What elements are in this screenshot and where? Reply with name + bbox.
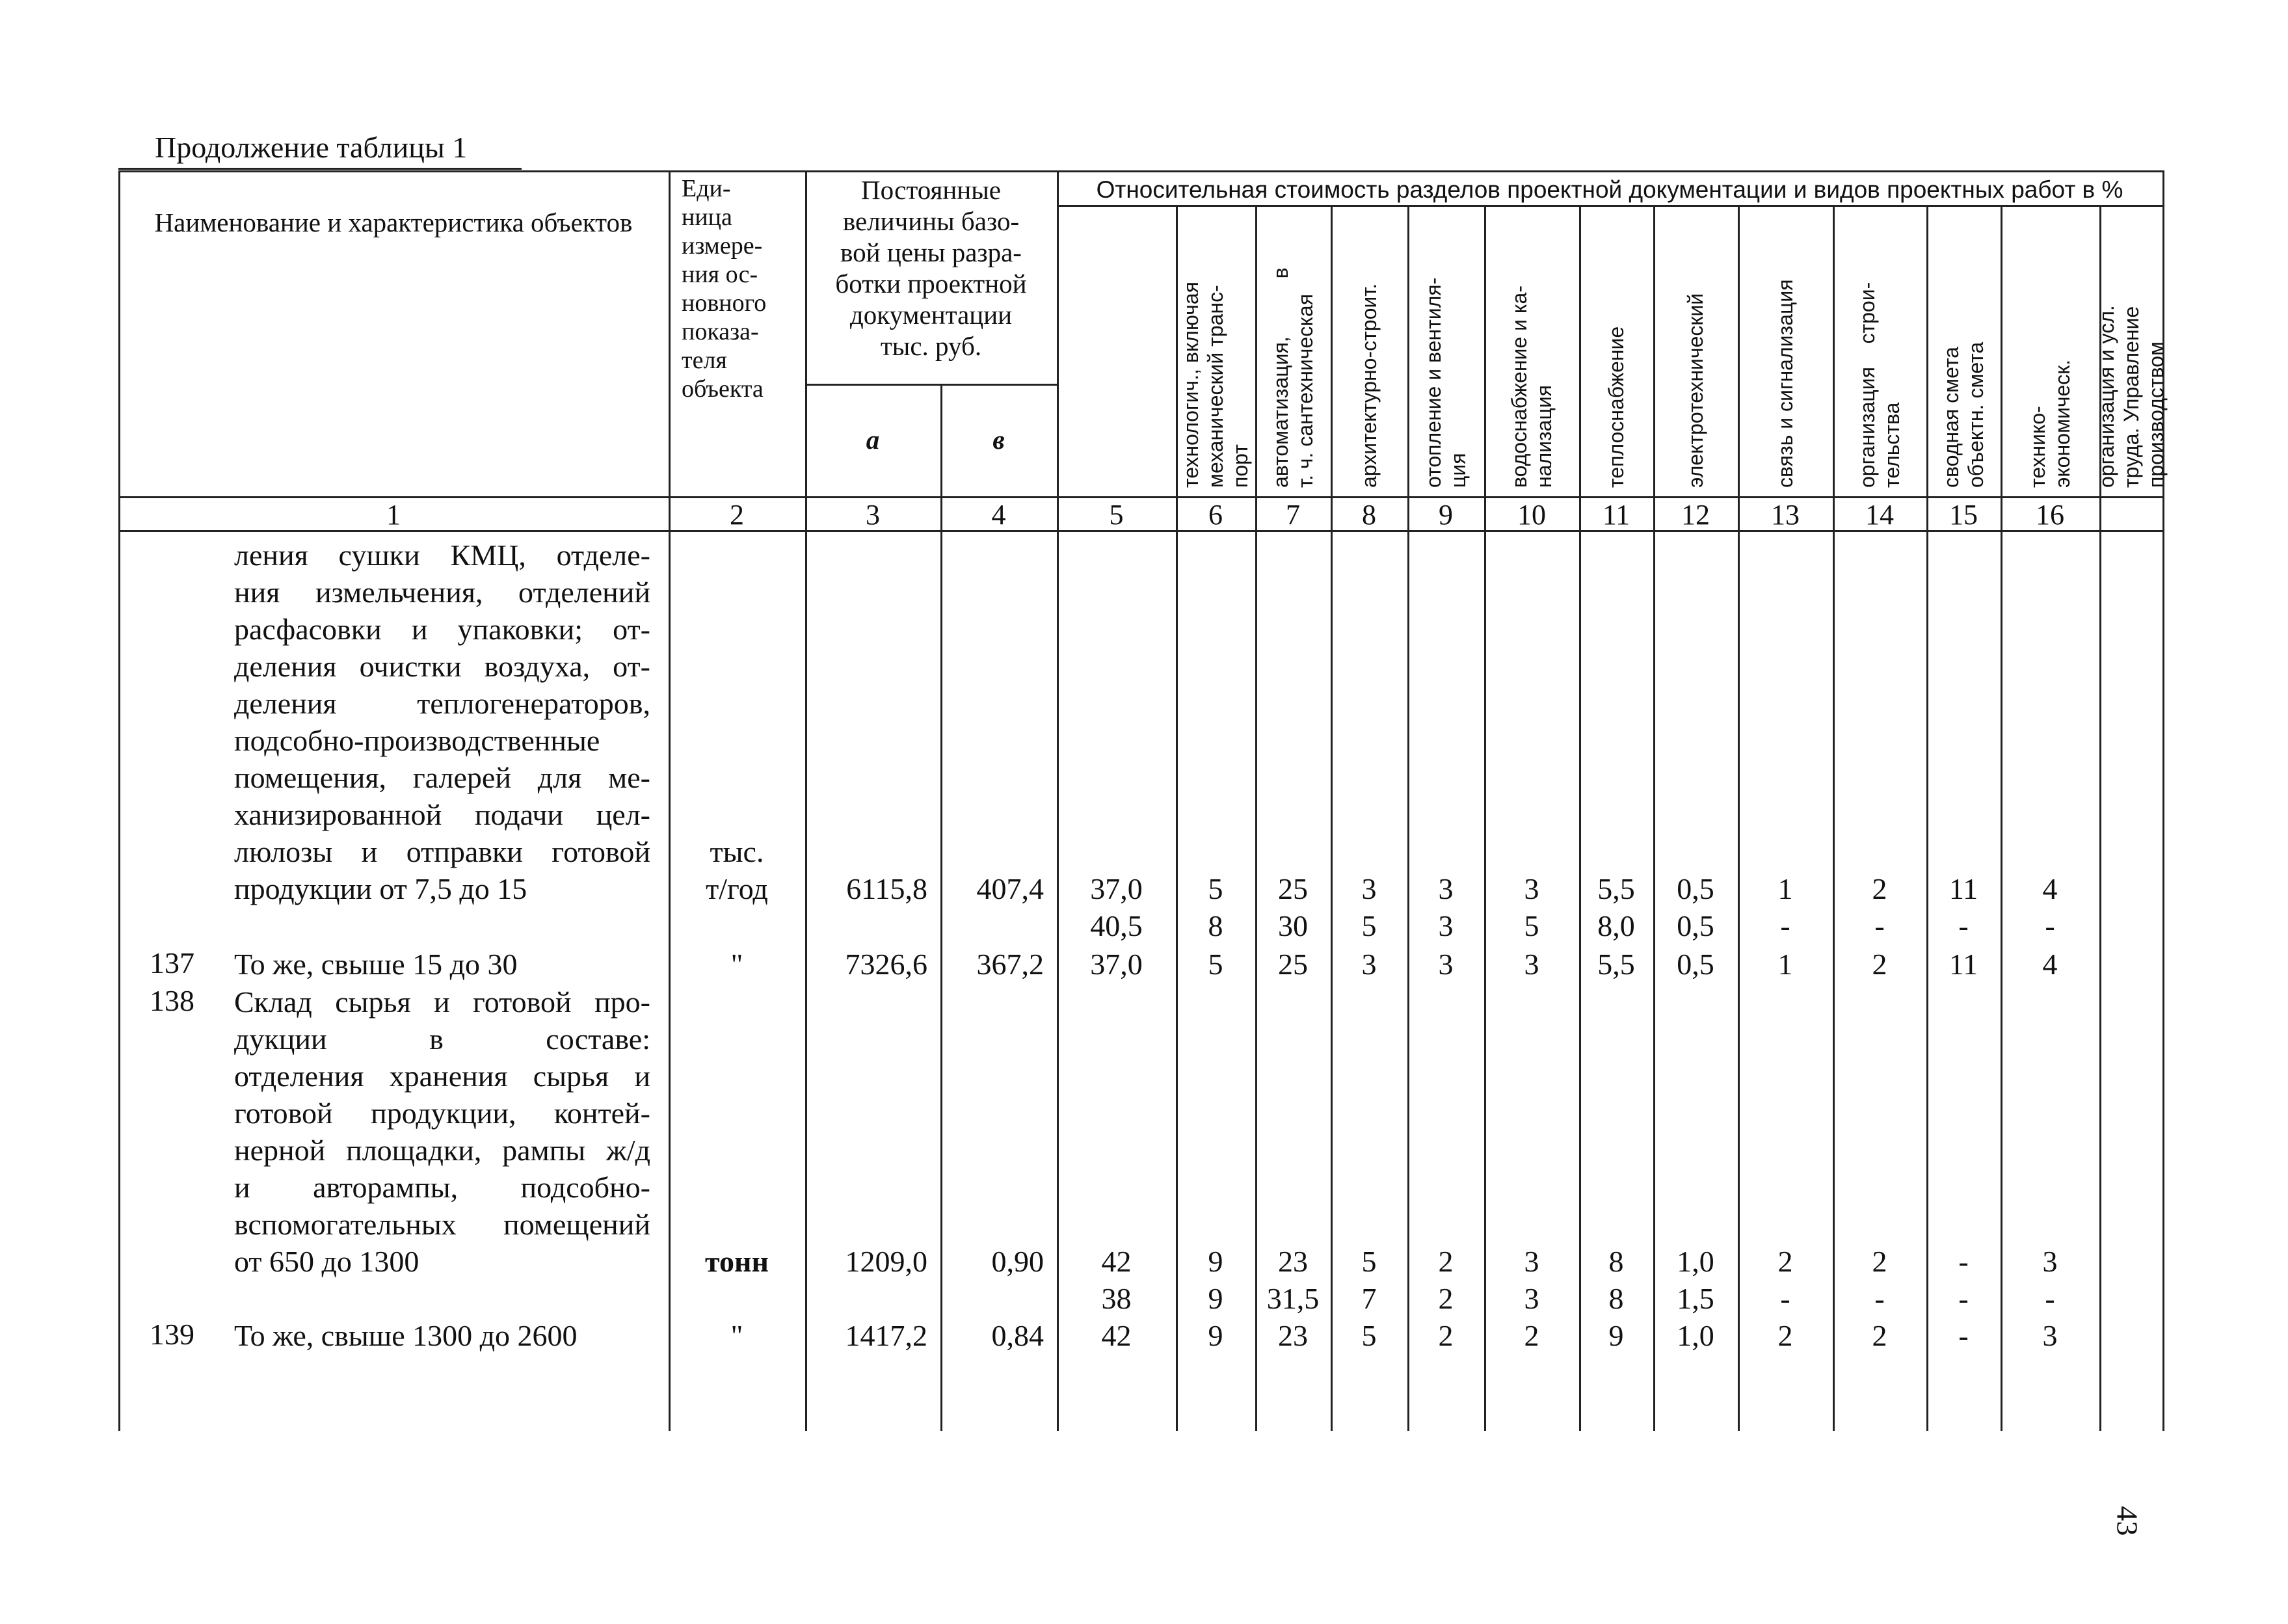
row-percent-value: 3: [1524, 948, 1539, 981]
column-number: 12: [1681, 499, 1710, 531]
row-price-a: 1417,2: [845, 1319, 927, 1352]
row-percent-value: 2: [1438, 1319, 1454, 1352]
row-percent-value: 2: [1872, 1319, 1887, 1352]
column-divider: [669, 170, 671, 1431]
row-percent-value: 1: [1777, 948, 1793, 981]
header-unit: Еди- ница измере- ния ос- новного показа- теля объекта: [682, 175, 767, 403]
row-percent-value: 5,5: [1597, 948, 1635, 981]
column-number: 9: [1439, 499, 1453, 531]
header-col-a italic: а: [866, 425, 880, 455]
row-percent-value: 11 -: [1949, 872, 1978, 942]
row-percent-value: 3: [1361, 948, 1377, 981]
row-percent-value: 3: [1438, 948, 1454, 981]
column-number: 1: [386, 499, 401, 531]
rotated-header-8: отопление и вентиля- ция: [1422, 277, 1470, 488]
row-description: То же, свыше 1300 до 2600: [234, 1319, 578, 1352]
row-percent-value: 5: [1208, 948, 1223, 981]
row-percent-value: 9 9: [1208, 1245, 1223, 1315]
row-number: 138: [150, 984, 194, 1017]
header-const-price: Постоянные величины базо- вой цены разра- ботки проектной документации тыс. руб.: [835, 175, 1027, 361]
row-percent-value: 3: [2042, 1319, 2058, 1352]
row-percent-value: 1,0: [1677, 1319, 1714, 1352]
row-percent-value: 3 3: [1524, 1245, 1539, 1315]
row-percent-value: 4: [2042, 948, 2058, 981]
column-number: 5: [1109, 499, 1124, 531]
row-percent-value: 4 -: [2042, 872, 2058, 942]
row-percent-value: 3 3: [1438, 872, 1454, 942]
row-unit: ": [730, 1319, 743, 1352]
column-number: 4: [991, 499, 1006, 531]
row-percent-value: 25: [1278, 948, 1308, 981]
row-price-a: 1209,0: [845, 1245, 927, 1278]
row-percent-value: - -: [1958, 1245, 1969, 1315]
rotated-header-16: организация и усл. труда. Управление производством: [2094, 305, 2168, 488]
rotated-header-12: связь и сигнализация: [1774, 279, 1797, 488]
column-number: 13: [1771, 499, 1800, 531]
row-percent-value: 11: [1949, 948, 1978, 981]
row-description: ления сушки КМЦ, отделе- ния измельчения, отделений расфасовки и упаковки; от- деления очистки воздуха, от- деления теплогенераторов, подсобно-производственные помещения, галерей для ме- ханизированной подачи цел- люлозы и отправки готовой продукции от 7,5 до 15: [234, 539, 650, 905]
rotated-header-6: автоматизация, в т. ч. сантехническая: [1269, 267, 1317, 488]
row-percent-value: 5: [1361, 1319, 1377, 1352]
column-number: 15: [1949, 499, 1978, 531]
column-number: 10: [1517, 499, 1546, 531]
row-price-a: 6115,8: [846, 872, 927, 905]
row-price-b: 0,84: [991, 1319, 1044, 1352]
header-name: Наименование и характеристика объектов: [154, 207, 633, 237]
row-number: 139: [150, 1318, 194, 1351]
column-number: 16: [2036, 499, 2064, 531]
table-top-border: [118, 170, 2162, 172]
rotated-header-11: электротехнический: [1684, 293, 1707, 488]
row-percent-value: 2 -: [1872, 872, 1887, 942]
rotated-header-9: водоснабжение и ка- нализация: [1508, 286, 1556, 488]
table-caption: Продолжение таблицы 1: [155, 131, 468, 164]
column-number: 7: [1286, 499, 1300, 531]
row-percent-value: 42 38: [1101, 1245, 1132, 1315]
row-percent-value: -: [1958, 1319, 1969, 1352]
row-price-a: 7326,6: [845, 948, 927, 981]
row-percent-value: 5 7: [1361, 1245, 1377, 1315]
row-description: Склад сырья и готовой про- дукции в составе: отделения хранения сырья и готовой продукции, контей- нерной площадки, рампы ж/д и авторампы, подсобно- вспомогательных помещений от 650 до 1300: [234, 985, 650, 1278]
row-price-b: 367,2: [976, 948, 1044, 981]
column-number: 3: [866, 499, 880, 531]
header-col-b italic: в: [992, 425, 1005, 455]
row-unit: тонн: [705, 1245, 769, 1278]
row-percent-value: 1,0 1,5: [1677, 1245, 1714, 1315]
row-percent-value: 2 -: [1777, 1245, 1793, 1315]
row-percent-value: 37,0 40,5: [1090, 872, 1143, 942]
row-percent-value: 2 -: [1872, 1245, 1887, 1315]
column-number: 8: [1362, 499, 1376, 531]
row-price-b: 0,90: [991, 1245, 1044, 1278]
rotated-header-7: архитектурно-строит.: [1357, 283, 1381, 488]
column-divider: [118, 170, 120, 1431]
row-percent-value: 3 -: [2042, 1245, 2058, 1315]
row-percent-value: 9: [1208, 1319, 1223, 1352]
row-percent-value: 1 -: [1777, 872, 1793, 942]
row-percent-value: 3 5: [1361, 872, 1377, 942]
rotated-header-10: теплоснабжение: [1604, 326, 1628, 488]
row-percent-value: 5,5 8,0: [1597, 872, 1635, 942]
column-number: 2: [730, 499, 744, 531]
row-percent-value: 0,5: [1677, 948, 1714, 981]
caption-underline: [118, 168, 522, 170]
row-percent-value: 2 2: [1438, 1245, 1454, 1315]
row-percent-value: 2: [1872, 948, 1887, 981]
row-percent-value: 23: [1278, 1319, 1308, 1352]
row-percent-value: 8 8: [1608, 1245, 1624, 1315]
page-number: 43: [2110, 1506, 2144, 1536]
row-price-b: 407,4: [976, 872, 1044, 905]
row-percent-value: 3 5: [1524, 872, 1539, 942]
rotated-header-14: сводная смета объектн. смета: [1939, 341, 1988, 488]
header-relative-cost: Относительная стоимость разделов проектной документации и видов проектных работ в %: [1096, 176, 2123, 203]
row-unit: тыс. т/год: [706, 835, 768, 905]
column-number: 11: [1602, 499, 1630, 531]
row-number: 137: [150, 946, 194, 979]
column-number: 6: [1208, 499, 1223, 531]
row-percent-value: 25 30: [1278, 872, 1308, 942]
column-number: 14: [1865, 499, 1894, 531]
rotated-header-15: технико- экономическ.: [2026, 359, 2074, 488]
row-percent-value: 2: [1777, 1319, 1793, 1352]
row-percent-value: 23 31,5: [1266, 1245, 1320, 1315]
row-percent-value: 9: [1608, 1319, 1624, 1352]
row-percent-value: 42: [1101, 1319, 1132, 1352]
const-subheader-rule: [805, 384, 1057, 386]
row-percent-value: 0,5 0,5: [1677, 872, 1714, 942]
column-divider: [1057, 170, 1059, 1431]
row-percent-value: 37,0: [1090, 948, 1143, 981]
rotated-header-5: технологич., включая механический транс- порт: [1179, 282, 1252, 488]
row-percent-value: 5 8: [1208, 872, 1223, 942]
row-unit: ": [730, 948, 743, 981]
rotated-header-13: организация строи- тельства: [1856, 282, 1904, 488]
row-description: То же, свыше 15 до 30: [234, 948, 518, 981]
row-percent-value: 2: [1524, 1319, 1539, 1352]
